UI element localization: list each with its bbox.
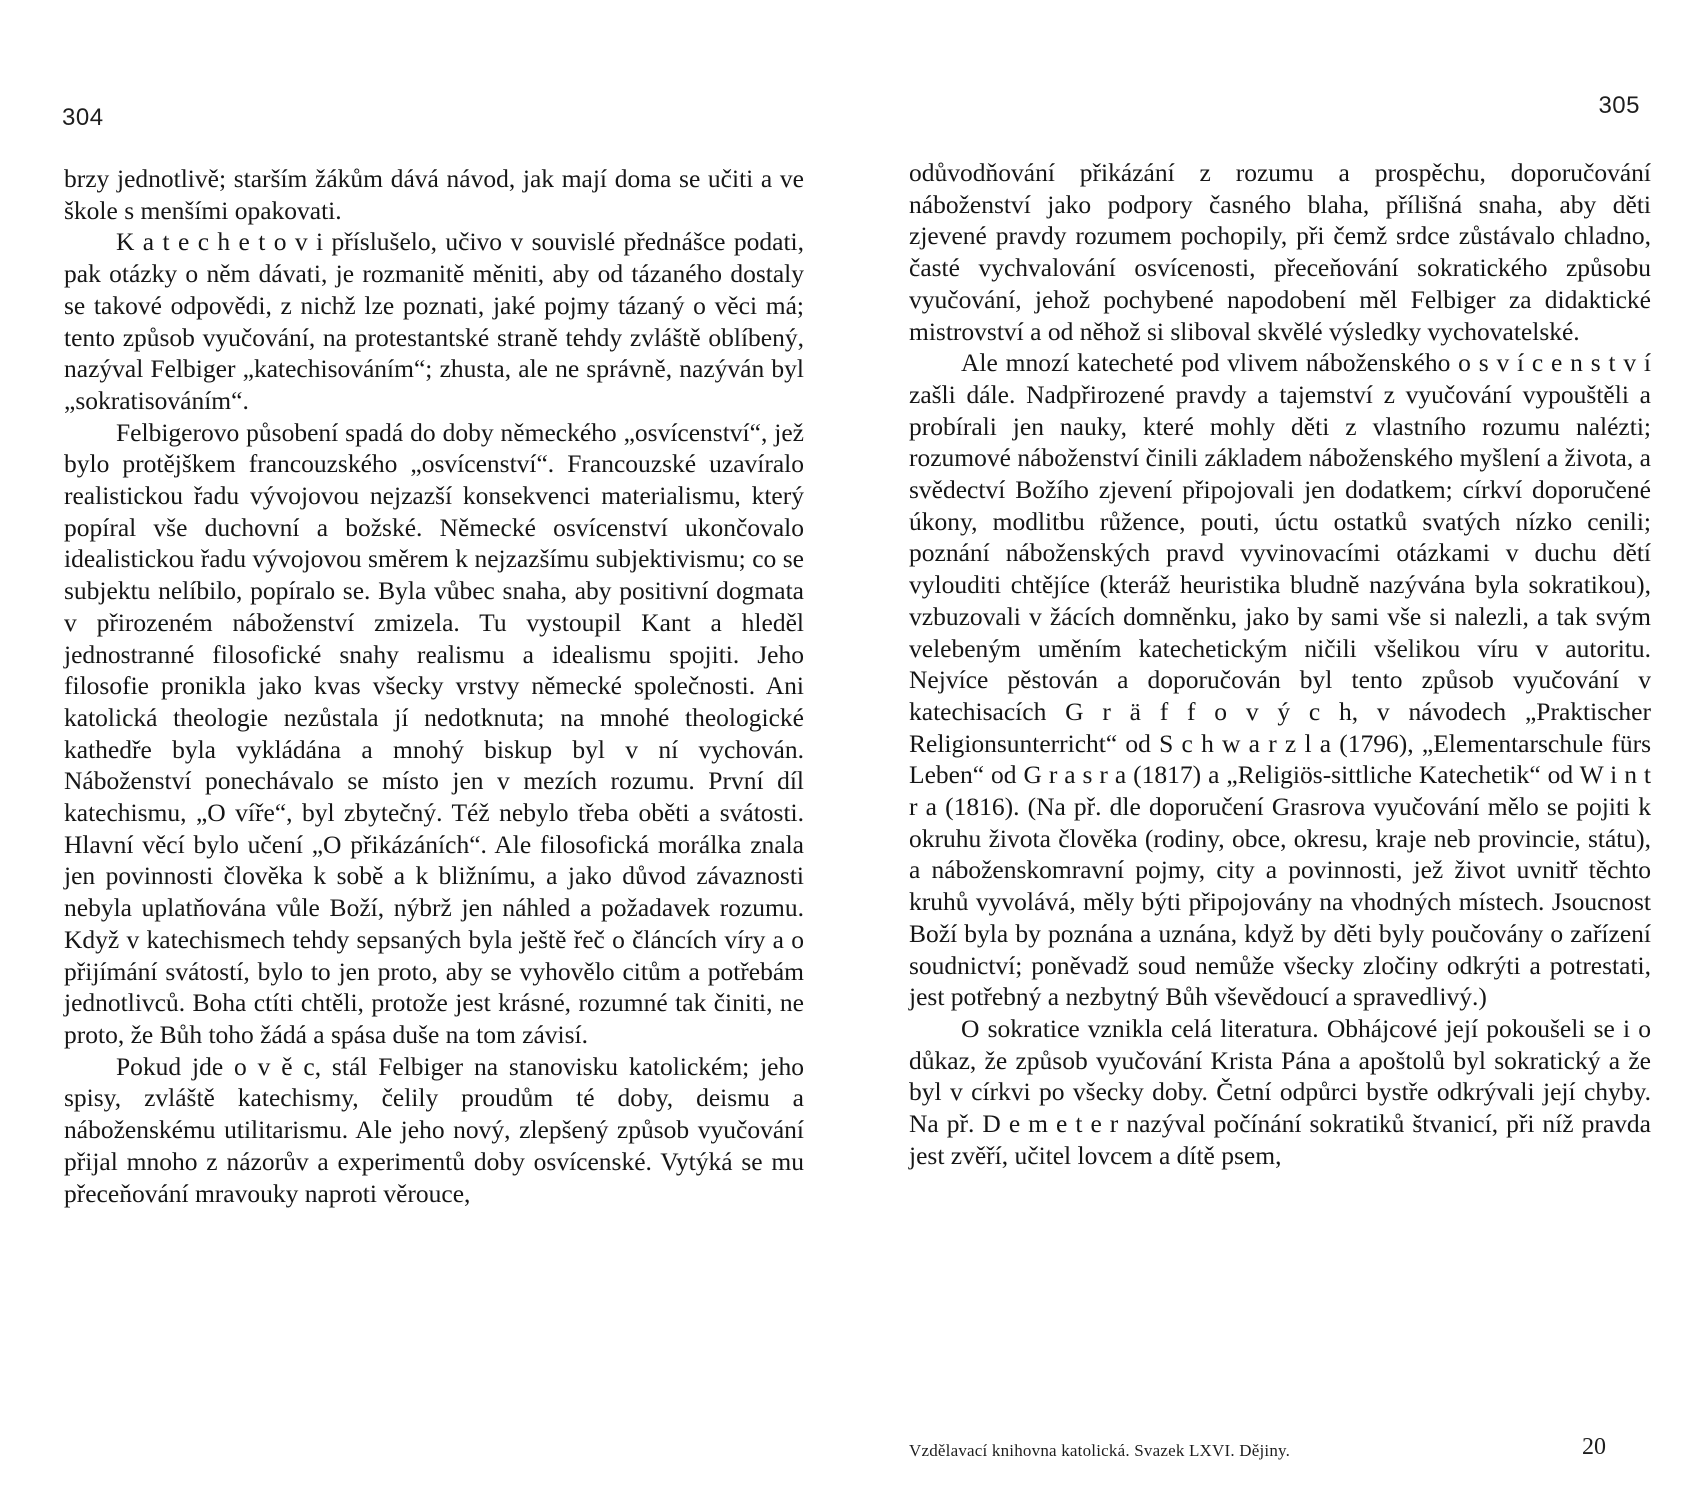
page-number: 305 <box>1598 92 1640 119</box>
paragraph: brzy jednotlivě; starším žákům dává návod, jak mají doma se učiti a ve škole s menšími opakovati. <box>64 164 804 225</box>
text-column <box>909 157 1651 1172</box>
footer-note: Vzdělavací knihovna katolická. Svazek LXVI. Dějiny. <box>909 1441 1291 1460</box>
paragraph: Felbigerovo působení spadá do doby německého „osvícenství“, jež bylo protějškem francouzského „osvícenství“. Francouzské uzavíralo realistickou řadu vývojovou nejzazší konsekvenci materialismu, který popíral vše duchovní a božské. Německé osvícenství ukončovalo idealistickou řadu vývojovou směrem k nejzazšímu subjektivismu; co se subjektu nelíbilo, popíralo se. Byla vůbec snaha, aby positivní dogmata v přirozeném náboženství zmizela. Tu vystoupil Kant a hleděl jednostranné filosofické snahy realismu a idealismu spojiti. Jeho filosofie pronikla jako kvas všecky vrstvy německé společnosti. Ani katolická theologie nezůstala jí nedotknuta; na mnohé theologické kathedře byla vykládána a mnohý biskup byl v ní vychován. Náboženství ponechávalo se místo jen v mezích rozumu. První díl katechismu, „O víře“, byl zbytečný. Též nebylo třeba oběti a svátosti. Hlavní věcí bylo učení „O přikázáních“. Ale filosofická morálka znala jen povinnosti člověka k sobě a k bližnímu, a jako důvod závaznosti nebyla uplatňována vůle Boží, nýbrž jen náhled a požadavek rozumu. Když v katechismech tehdy sepsaných byla ještě řeč o článcích víry a o přijímání svátostí, bylo to jen proto, aby se vyhovělo citům a potřebám jednotlivců. Boha ctíti chtěli, protože jest krásné, rozumné tak činiti, ne proto, že Bůh toho žádá a spása duše na tom závisí. <box>64 417 804 1049</box>
paragraph: O sokratice vznikla celá literatura. Obhájcové její pokoušeli se i o důkaz, že způsob vyučování Krista Pána a apoštolů byl sokratický a že byl v církvi po všecky doby. Četní odpůrci bystře odkrývali její chyby. Na př. D e m e t e r nazýval počínání sokratiků štvanicí, při níž pravda jest zvěří, učitel lovcem a dítě psem, <box>909 1013 1651 1170</box>
right-page <box>853 0 1706 1500</box>
paragraph: odůvodňování přikázání z rozumu a prospěchu, doporučování náboženství jako podpory časného blaha, přílišná snaha, aby děti zjevené pravdy rozumem pochopily, při čemž srdce zůstávalo chladno, časté vychvalování osvícenosti, přeceňování sokratického způsobu vyučování, jehož pochybené napodobení měl Felbiger za didaktické mistrovství a od něhož si sliboval skvělé výsledky vychovatelské. <box>909 158 1651 346</box>
page-number: 304 <box>62 104 104 131</box>
signature-mark: 20 <box>1582 1434 1606 1460</box>
paragraph: Pokud jde o v ě c, stál Felbiger na stanovisku katolickém; jeho spisy, zvláště katechismy, čelily proudům té doby, deismu a náboženskému utilitarismu. Ale jeho nový, zlepšený způsob vyučování přijal mnoho z názorův a experimentů doby osvícenské. Vytýká se mu přeceňování mravouky naproti věrouce, <box>64 1051 804 1208</box>
paragraph: Ale mnozí katecheté pod vlivem náboženského o s v í c e n s t v í zašli dále. Nadpřirozené pravdy a tajemství z vyučování vypouštěli a probírali jen nauky, které mohly děti z vlastního rozumu nalézti; rozumové náboženství činili základem náboženského myšlení a života, a svědectví Božího zjevení připojovali jen dodatkem; církví doporučené úkony, modlitbu růžence, pouti, úctu ostatků svatých nízko cenili; poznání náboženských pravd vyvinovacími otázkami v duchu dětí vylouditi chtějíce (kteráž heuristika bludně nazývána byla sokratikou), vzbuzovali v žácích domněnku, jako by sami vše si nalezli, a tak svým velebeným uměním katechetickým ničili všelikou víru v autoritu. Nejvíce pěstován a doporučován byl tento způsob vyučování v katechisacích G r ä f f o v ý c h, v návodech „Praktischer Religionsunterricht“ od S c h w a r z l a (1796), „Elementarschule fürs Leben“ od G r a s r a (1817) a „Religiös-sittliche Katechetik“ od W i n t r a (1816). (Na př. dle doporučení Grasrova vyučování mělo se pojiti k okruhu života člověka (rodiny, obce, okresu, kraje neb provincie, státu), a náboženskomravní pojmy, city a povinnosti, jež život uvnitř těchto kruhů vyvolává, měly býti připojovány na vhodných místech. Jsoucnost Boží byla by poznána a uznána, když by děti byly poučovány o zařízení soudnictví; poněvadž soud nemůže všecky zločiny odkrýti a potrestati, jest potřebný a nezbytný Bůh vševědoucí a spravedlivý.) <box>909 348 1651 1012</box>
text-column <box>64 163 804 1209</box>
paragraph: K a t e c h e t o v i příslušelo, učivo v souvislé přednášce podati, pak otázky o něm dávati, je rozmanitě měniti, aby od tázaného dostaly se takové odpovědi, z nichž lze poznati, jaké pojmy tázaný o věci má; tento způsob vyučování, na protestantské straně tehdy zvláště oblíbený, nazýval Felbiger „katechisováním“; zhusta, ale ne správně, nazýván byl „sokratisováním“. <box>64 227 804 415</box>
